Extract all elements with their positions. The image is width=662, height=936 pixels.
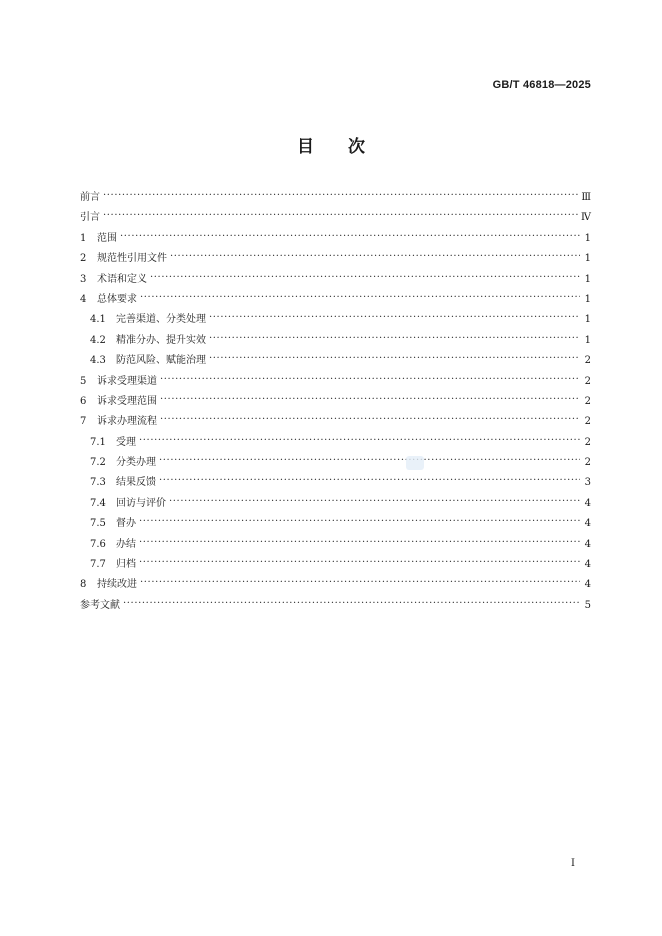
toc-entry-page: 1 — [584, 253, 591, 265]
toc-entry-page: 1 — [584, 334, 591, 346]
toc-entry-label: 持续改进 — [97, 579, 137, 591]
toc-entry-page: 1 — [584, 273, 591, 285]
toc-entry-number: 7 — [80, 416, 87, 428]
toc-entry-number: 4.3 — [90, 355, 106, 367]
toc-entry[interactable] — [80, 514, 591, 534]
toc-entry[interactable] — [80, 188, 591, 208]
table-of-contents — [80, 188, 591, 616]
toc-entry[interactable] — [80, 575, 591, 595]
toc-dot-leader — [120, 227, 580, 247]
toc-entry[interactable] — [80, 555, 591, 575]
toc-entry-label: 受理 — [116, 436, 136, 448]
toc-entry-page: Ⅳ — [581, 212, 591, 224]
toc-entry-label: 前言 — [80, 192, 100, 203]
toc-entry-page: Ⅲ — [581, 192, 591, 203]
toc-entry[interactable] — [80, 372, 591, 392]
toc-dot-leader — [169, 492, 580, 512]
toc-entry-label: 归档 — [116, 559, 136, 571]
toc-entry-page: 4 — [584, 538, 591, 550]
toc-dot-leader — [159, 471, 580, 491]
watermark-logo — [406, 456, 424, 470]
toc-entry-page: 4 — [584, 518, 591, 530]
toc-entry-page: 2 — [584, 416, 591, 428]
toc-entry[interactable] — [80, 494, 591, 514]
toc-entry[interactable] — [80, 412, 591, 432]
footer-page-number: I — [571, 858, 575, 869]
toc-entry[interactable] — [80, 596, 591, 616]
toc-entry[interactable] — [80, 331, 591, 351]
toc-entry-label: 分类办理 — [116, 457, 156, 469]
toc-entry-label: 防范风险、赋能治理 — [116, 355, 206, 367]
toc-dot-leader — [209, 349, 580, 369]
toc-entry-page: 1 — [584, 293, 591, 305]
toc-dot-leader — [209, 329, 580, 349]
toc-entry[interactable] — [80, 249, 591, 269]
toc-dot-leader — [160, 370, 580, 390]
toc-entry-number: 1 — [80, 232, 87, 244]
toc-entry-label: 参考文献 — [80, 599, 120, 611]
toc-entry-page: 2 — [584, 457, 591, 469]
toc-entry-label: 诉求办理流程 — [97, 416, 157, 428]
toc-entry-page: 3 — [584, 477, 591, 489]
toc-entry-page: 4 — [584, 579, 591, 591]
toc-dot-leader — [139, 533, 580, 553]
toc-entry-page: 5 — [584, 599, 591, 611]
toc-dot-leader — [103, 186, 578, 206]
toc-entry-page: 1 — [584, 314, 591, 326]
toc-entry-number: 3 — [80, 273, 87, 285]
toc-entry[interactable] — [80, 270, 591, 290]
toc-dot-leader — [139, 431, 580, 451]
toc-entry-page: 2 — [584, 436, 591, 448]
page-title: 目次 — [297, 137, 399, 157]
toc-dot-leader — [160, 410, 580, 430]
toc-entry-number: 7.5 — [90, 518, 106, 530]
toc-dot-leader — [139, 512, 580, 532]
toc-entry-page: 2 — [584, 375, 591, 387]
toc-entry-page: 2 — [584, 395, 591, 407]
toc-entry-number: 5 — [80, 375, 87, 387]
toc-entry[interactable] — [80, 453, 591, 473]
toc-dot-leader — [209, 308, 580, 328]
toc-entry-label: 诉求受理渠道 — [97, 375, 157, 387]
toc-entry-label: 回访与评价 — [116, 497, 166, 509]
toc-entry-number: 4.2 — [90, 334, 106, 346]
toc-entry-number: 7.2 — [90, 457, 106, 469]
toc-entry-number: 7.6 — [90, 538, 106, 550]
toc-entry-label: 精准分办、提升实效 — [116, 334, 206, 346]
toc-entry[interactable] — [80, 229, 591, 249]
toc-entry-label: 督办 — [116, 518, 136, 530]
standard-code: GB/T 46818—2025 — [492, 79, 591, 91]
toc-dot-leader — [139, 553, 580, 573]
toc-dot-leader — [140, 573, 580, 593]
toc-entry[interactable] — [80, 208, 591, 228]
toc-entry-label: 诉求受理范围 — [97, 395, 157, 407]
toc-entry-number: 2 — [80, 253, 87, 265]
toc-entry-number: 4.1 — [90, 314, 106, 326]
toc-dot-leader — [160, 390, 580, 410]
toc-entry-label: 范围 — [97, 232, 117, 244]
toc-dot-leader — [123, 594, 580, 614]
toc-entry-label: 术语和定义 — [97, 273, 147, 285]
toc-entry-label: 总体要求 — [97, 293, 137, 305]
toc-entry-label: 引言 — [80, 212, 100, 224]
toc-entry-number: 7.3 — [90, 477, 106, 489]
toc-entry-number: 6 — [80, 395, 87, 407]
toc-entry[interactable] — [80, 535, 591, 555]
toc-entry[interactable] — [80, 473, 591, 493]
toc-entry[interactable] — [80, 310, 591, 330]
toc-entry-label: 办结 — [116, 538, 136, 550]
toc-entry[interactable] — [80, 290, 591, 310]
toc-entry-page: 1 — [584, 232, 591, 244]
toc-entry-page: 2 — [584, 355, 591, 367]
toc-dot-leader — [170, 247, 580, 267]
toc-entry-page: 4 — [584, 497, 591, 509]
toc-entry-number: 7.7 — [90, 559, 106, 571]
toc-entry[interactable] — [80, 351, 591, 371]
toc-entry-label: 结果反馈 — [116, 477, 156, 489]
toc-entry-number: 8 — [80, 579, 87, 591]
toc-dot-leader — [150, 268, 580, 288]
toc-entry-label: 规范性引用文件 — [97, 253, 167, 265]
toc-entry-label: 完善渠道、分类处理 — [116, 314, 206, 326]
toc-dot-leader — [159, 451, 580, 471]
toc-entry-number: 4 — [80, 293, 87, 305]
toc-entry[interactable] — [80, 392, 591, 412]
toc-dot-leader — [140, 288, 580, 308]
toc-dot-leader — [103, 206, 578, 226]
toc-entry-number: 7.4 — [90, 497, 106, 509]
toc-entry-page: 4 — [584, 559, 591, 571]
toc-entry-number: 7.1 — [90, 436, 106, 448]
toc-entry[interactable] — [80, 433, 591, 453]
